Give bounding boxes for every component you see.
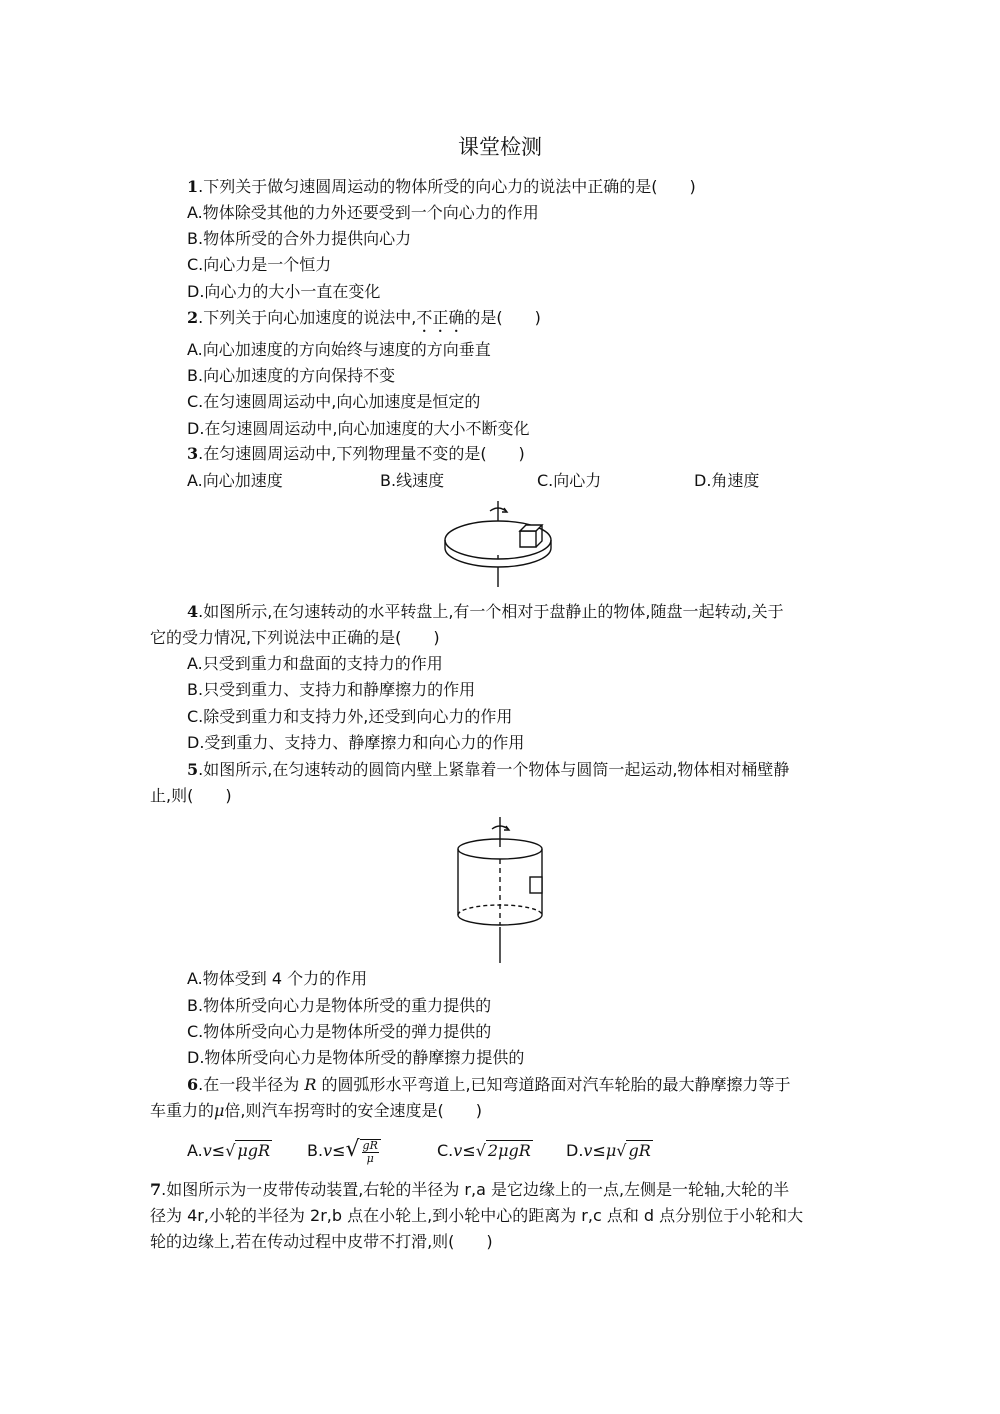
question-number: 3 (187, 444, 199, 463)
q3-option-c: C.向心力 (537, 471, 602, 490)
question-text: .如图所示为一皮带传动装置,右轮的半径为 r,a 是它边缘上的一点,左侧是一轮轴,大轮的半 (161, 1180, 790, 1199)
question-text: .在匀速圆周运动中,下列物理量不变的是( ) (198, 444, 525, 463)
option-letter: C. (437, 1141, 454, 1160)
q5-option-c: C.物体所受向心力是物体所受的弹力提供的 (187, 1022, 492, 1041)
q2-option-d: D.在匀速圆周运动中,向心加速度的大小不断变化 (187, 419, 530, 438)
q3-option-b: B.线速度 (380, 471, 445, 490)
sqrt-symbol: √ (616, 1141, 627, 1160)
option-letter: D. (566, 1141, 584, 1160)
q1-option-a: A.物体除受其他的力外还要受到一个向心力的作用 (187, 203, 539, 222)
q1-option-d: D.向心力的大小一直在变化 (187, 282, 381, 301)
q5-option-d: D.物体所受向心力是物体所受的静摩擦力提供的 (187, 1048, 525, 1067)
q2-option-c: C.在匀速圆周运动中,向心加速度是恒定的 (187, 392, 481, 411)
question-7-line3: 轮的边缘上,若在传动过程中皮带不打滑,则( ) (150, 1232, 493, 1251)
fraction (360, 1139, 381, 1165)
q4-option-b: B.只受到重力、支持力和静摩擦力的作用 (187, 680, 476, 699)
radicand: μgR (237, 1141, 271, 1160)
variable-mu: μ (214, 1101, 225, 1120)
question-5-stem-line2: 止,则( ) (150, 786, 232, 805)
radicand: gR (628, 1141, 651, 1160)
question-2-stem (187, 307, 541, 336)
question-1-stem (187, 176, 696, 198)
question-text: .在一段半径为 (198, 1075, 300, 1094)
option-letter: B. (307, 1141, 324, 1160)
question-text: .下列关于向心加速度的说法中, (198, 308, 417, 327)
denominator: μ (366, 1151, 374, 1165)
variable-r: R (304, 1075, 317, 1094)
q2-option-b: B.向心加速度的方向保持不变 (187, 366, 396, 385)
sqrt-symbol: √ (475, 1141, 486, 1160)
q5-option-b: B.物体所受向心力是物体所受的重力提供的 (187, 996, 492, 1015)
question-text: 的圆弧形水平弯道上,已知弯道路面对汽车轮胎的最大静摩擦力等于 (321, 1075, 791, 1094)
q5-option-a: A.物体受到 4 个力的作用 (187, 969, 368, 988)
question-text: 的是( ) (464, 308, 541, 327)
variable-v: v (583, 1141, 593, 1160)
q4-option-d: D.受到重力、支持力、静摩擦力和向心力的作用 (187, 733, 525, 752)
question-4-stem-line1 (187, 601, 784, 623)
q6-option-a (187, 1140, 272, 1162)
sqrt-symbol: √ (345, 1137, 360, 1162)
question-text: .下列关于做匀速圆周运动的物体所受的向心力的说法中正确的是( ) (198, 177, 696, 196)
q4-option-a: A.只受到重力和盘面的支持力的作用 (187, 654, 443, 673)
question-7-line1 (150, 1179, 789, 1201)
emphasized-text: 不正确 (416, 308, 465, 327)
q3-option-a: A.向心加速度 (187, 471, 283, 490)
le-symbol: ≤ (462, 1141, 476, 1160)
question-number: 7 (150, 1180, 162, 1199)
option-letter: A. (187, 1141, 203, 1160)
q4-option-c: C.除受到重力和支持力外,还受到向心力的作用 (187, 707, 513, 726)
question-number: 4 (187, 602, 199, 621)
turntable-figure (440, 497, 560, 589)
variable-mu: μ (605, 1141, 617, 1160)
question-7-line2: 径为 4r,小轮的半径为 2r,b 点在小轮上,到小轮中心的距离为 r,c 点和 d 点分别位于小轮和大 (150, 1206, 804, 1225)
le-symbol: ≤ (332, 1141, 346, 1160)
question-number: 2 (187, 308, 199, 327)
variable-v: v (202, 1141, 212, 1160)
question-6-stem-line2 (150, 1100, 482, 1122)
rotating-cylinder-figure (450, 815, 550, 965)
q6-option-d (566, 1140, 653, 1162)
question-text: .如图所示,在匀速转动的圆筒内壁上紧靠着一个物体与圆筒一起运动,物体相对桶壁静 (198, 760, 790, 779)
question-3-stem (187, 443, 525, 465)
question-6-stem-line1 (187, 1074, 791, 1096)
variable-v: v (323, 1141, 333, 1160)
variable-v: v (453, 1141, 463, 1160)
question-text: .如图所示,在匀速转动的水平转盘上,有一个相对于盘静止的物体,随盘一起转动,关于 (198, 602, 784, 621)
q6-option-b (307, 1132, 381, 1169)
le-symbol: ≤ (592, 1141, 606, 1160)
question-text: 车重力的 (150, 1101, 215, 1120)
page-title: 课堂检测 (458, 135, 542, 159)
q6-option-c (437, 1140, 533, 1162)
question-4-stem-line2: 它的受力情况,下列说法中正确的是( ) (150, 628, 440, 647)
question-5-stem-line1 (187, 759, 789, 781)
question-number: 1 (187, 177, 199, 196)
le-symbol: ≤ (211, 1141, 226, 1160)
q3-option-d: D.角速度 (694, 471, 760, 490)
q1-option-b: B.物体所受的合外力提供向心力 (187, 229, 412, 248)
numerator: gR (362, 1138, 378, 1152)
question-text: 倍,则汽车拐弯时的安全速度是( ) (224, 1101, 482, 1120)
q1-option-c: C.向心力是一个恒力 (187, 255, 332, 274)
question-number: 5 (187, 760, 199, 779)
q2-option-a: A.向心加速度的方向始终与速度的方向垂直 (187, 340, 491, 359)
radicand: 2μgR (487, 1141, 531, 1160)
question-number: 6 (187, 1075, 199, 1094)
sqrt-symbol: √ (225, 1141, 236, 1160)
